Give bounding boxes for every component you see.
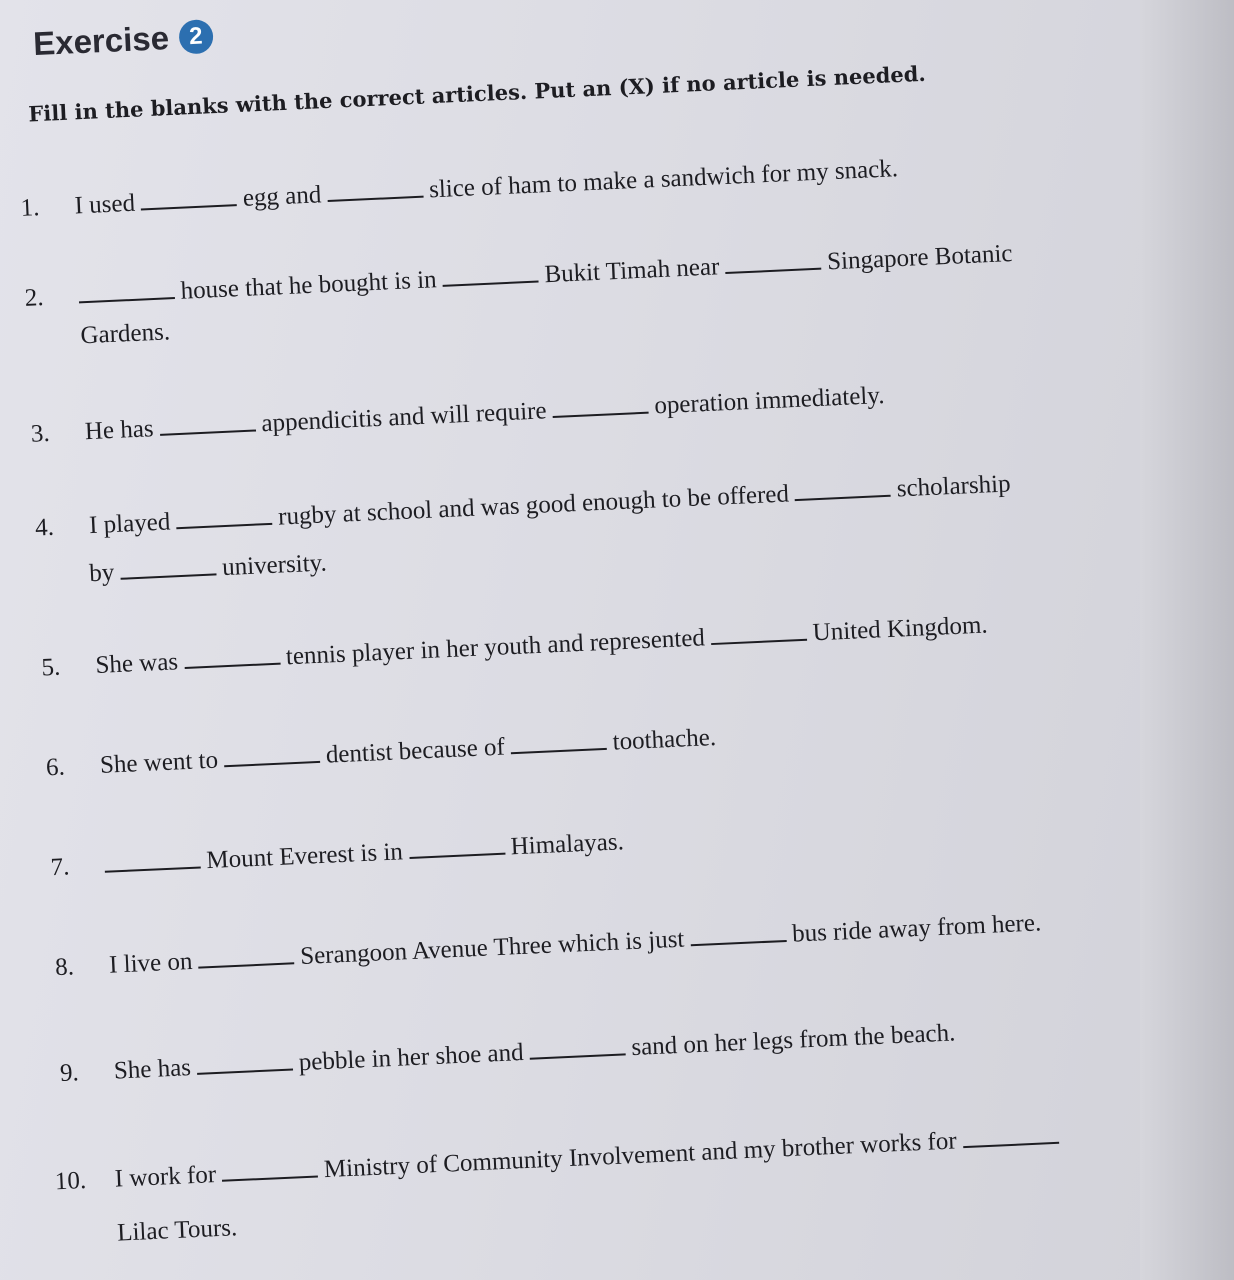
answer-blank[interactable]: [529, 1033, 626, 1059]
answer-blank[interactable]: [183, 643, 280, 669]
question-10: 10. I work for Ministry of Community Involvement and my brother works for: [54, 1122, 1065, 1198]
answer-blank[interactable]: [327, 176, 424, 202]
answer-blank[interactable]: [104, 846, 201, 872]
answer-blank[interactable]: [710, 619, 807, 645]
question-7: 7. Mount Everest is in Himalayas.: [50, 828, 625, 882]
answer-blank[interactable]: [442, 261, 539, 287]
question-2-continuation: Gardens.: [79, 318, 171, 350]
question-9: 9. She has pebble in her shoe and sand on her legs from the beach.: [59, 1019, 956, 1088]
answer-blank[interactable]: [962, 1122, 1059, 1148]
answer-blank[interactable]: [78, 277, 175, 303]
question-3: 3. He has appendicitis and will require operation immediately.: [30, 381, 885, 448]
answer-blank[interactable]: [120, 553, 217, 579]
instruction-text: Fill in the blanks with the correct articles. Put an (X) if no article is needed.: [27, 60, 927, 127]
answer-blank[interactable]: [725, 248, 822, 274]
question-5: 5. She was tennis player in her youth and represented United Kingdom.: [40, 611, 989, 682]
answer-blank[interactable]: [198, 942, 295, 968]
exercise-header: [32, 17, 213, 63]
answer-blank[interactable]: [140, 184, 237, 210]
question-8: 8. I live on Serangoon Avenue Three which is just bus ride away from here.: [54, 909, 1042, 982]
question-2: 2. house that he bought is in Bukit Timah near Singapore Botanic: [24, 240, 1014, 312]
answer-blank[interactable]: [159, 410, 256, 436]
answer-blank[interactable]: [552, 392, 649, 418]
question-6: 6. She went to dentist because of toothache.: [45, 723, 717, 782]
answer-blank[interactable]: [196, 1048, 293, 1074]
exercise-title: Exercise: [32, 19, 170, 63]
question-4-continuation: by university.: [88, 549, 328, 588]
answer-blank[interactable]: [794, 475, 891, 501]
question-1: 1. I used egg and slice of ham to make a sandwich for my snack.: [20, 155, 899, 222]
answer-blank[interactable]: [510, 728, 607, 754]
question-4: 4. I played rugby at school and was good enough to be offered scholarship: [34, 470, 1012, 542]
answer-blank[interactable]: [221, 1155, 318, 1181]
exercise-number-badge: 2: [178, 19, 214, 55]
answer-blank[interactable]: [690, 920, 787, 946]
answer-blank[interactable]: [223, 741, 320, 767]
answer-blank[interactable]: [176, 503, 273, 529]
answer-blank[interactable]: [408, 833, 505, 859]
question-10-continuation: Lilac Tours.: [116, 1214, 238, 1247]
